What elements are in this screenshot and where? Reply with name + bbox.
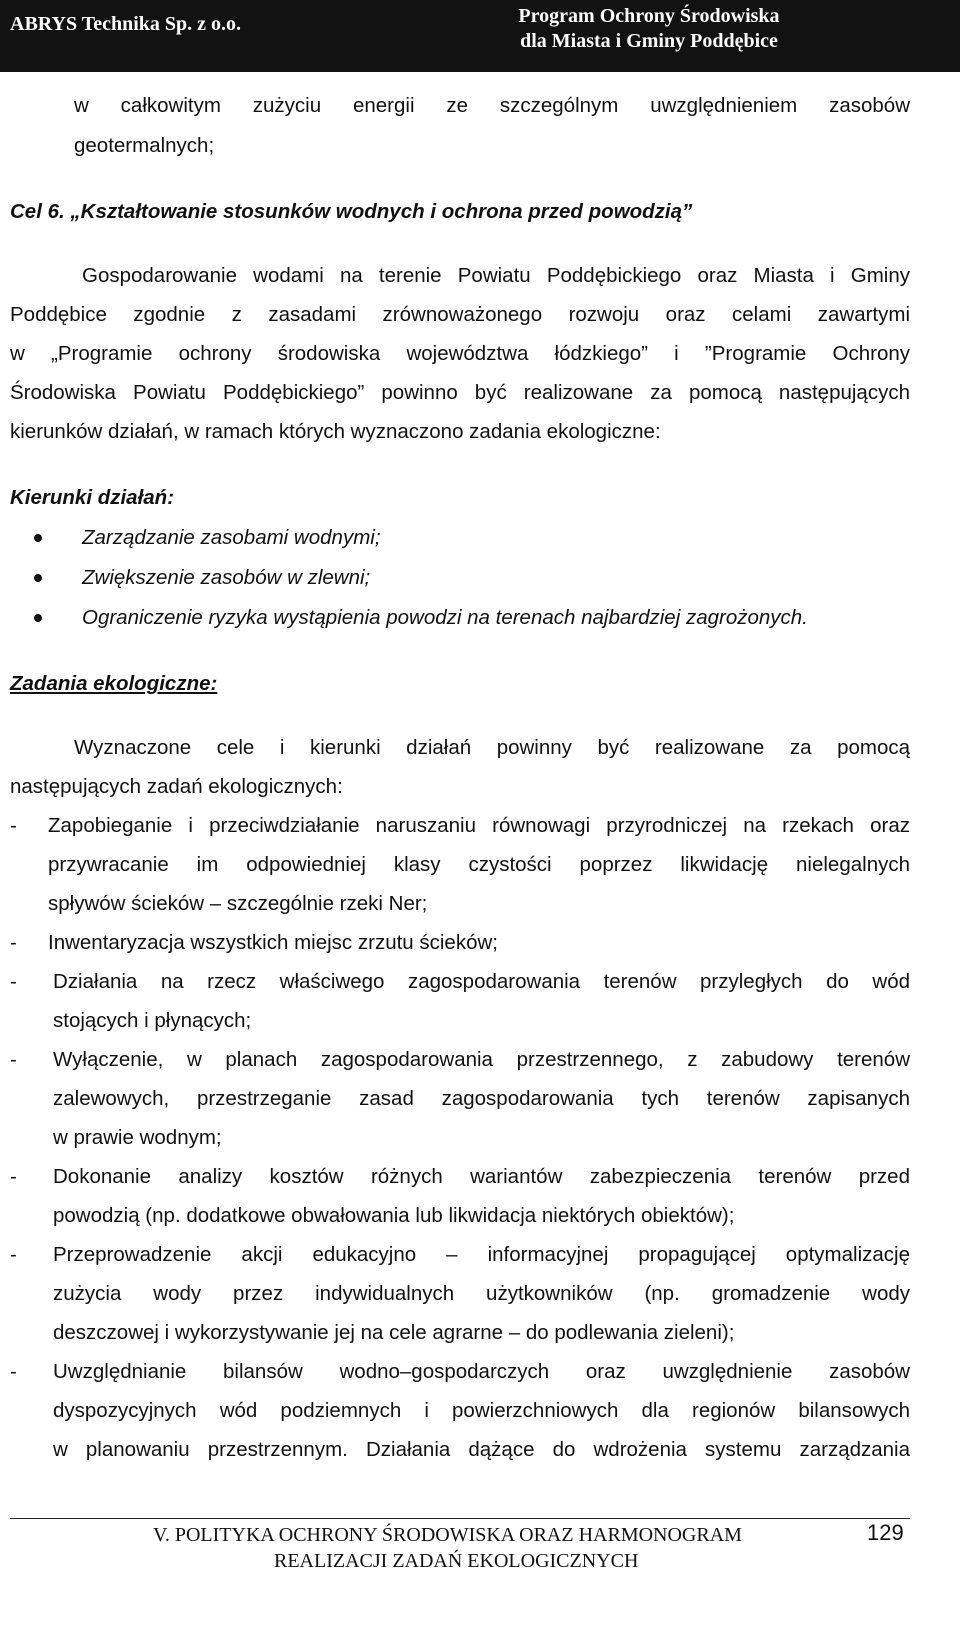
task-line: dyspozycyjnych wód podziemnych i powierzchniowych dla regionów bilansowych (53, 1399, 910, 1422)
task-line: Inwentaryzacja wszystkich miejsc zrzutu ścieków; (48, 931, 498, 954)
tasks-heading: Zadania ekologiczne: (10, 672, 218, 695)
task-line: w planowaniu przestrzennym. Działania dążące do wdrożenia systemu zarządzania (53, 1438, 910, 1461)
footer-divider (10, 1518, 910, 1519)
page-header (0, 0, 960, 72)
task-line: spływów ścieków – szczególnie rzeki Ner; (48, 892, 428, 915)
list-dash: - (10, 931, 17, 954)
task-line: Wyłączenie, w planach zagospodarowania przestrzennego, z zabudowy terenów (53, 1048, 910, 1071)
program-title-line-1: Program Ochrony Środowiska (518, 5, 780, 27)
task-line: stojących i płynących; (53, 1009, 252, 1032)
paragraph-line: Wyznaczone cele i kierunki działań powinny być realizowane za pomocą (74, 736, 910, 759)
directions-heading: Kierunki działań: (10, 486, 175, 509)
task-line: zalewowych, przestrzeganie zasad zagospodarowania tych terenów zapisanych (53, 1087, 910, 1110)
page-number: 129 (867, 1520, 904, 1545)
paragraph-line: następujących zadań ekologicznych: (10, 775, 343, 798)
list-dash: - (10, 970, 17, 993)
paragraph-line: Gospodarowanie wodami na terenie Powiatu Poddębickiego oraz Miasta i Gminy (82, 264, 910, 287)
task-line: powodzią (np. dodatkowe obwałowania lub likwidacja niektórych obiektów); (53, 1204, 735, 1227)
list-dash: - (10, 1243, 17, 1266)
paragraph-line: Poddębice zgodnie z zasadami zrównoważonego rozwoju oraz celami zawartymi (10, 303, 910, 326)
bullet-icon (34, 534, 42, 542)
task-line: Uwzględnianie bilansów wodno–gospodarczych oraz uwzględnienie zasobów (53, 1360, 910, 1383)
list-dash: - (10, 1165, 17, 1188)
intro-line: geotermalnych; (74, 134, 215, 157)
paragraph-line: Środowiska Powiatu Poddębickiego” powinno być realizowane za pomocą następujących (10, 381, 910, 404)
task-line: Zapobieganie i przeciwdziałanie naruszaniu równowagi przyrodniczej na rzekach oraz (48, 814, 910, 837)
task-line: zużycia wody przez indywidualnych użytkowników (np. gromadzenie wody (53, 1282, 910, 1305)
task-line: przywracanie im odpowiedniej klasy czystości poprzez likwidację nielegalnych (48, 853, 910, 876)
program-title-line-2: dla Miasta i Gminy Poddębice (520, 30, 778, 52)
goal-heading: Cel 6. „Kształtowanie stosunków wodnych i ochrona przed powodzią” (10, 200, 693, 223)
company-name: ABRYS Technika Sp. z o.o. (10, 13, 242, 35)
footer-title-line-2: REALIZACJI ZADAŃ EKOLOGICZNYCH (274, 1550, 639, 1572)
bullet-icon (34, 614, 42, 622)
intro-line: w całkowitym zużyciu energii ze szczególnym uwzględnieniem zasobów (74, 94, 910, 117)
list-dash: - (10, 1360, 17, 1383)
list-dash: - (10, 814, 17, 837)
task-line: Dokonanie analizy kosztów różnych wariantów zabezpieczenia terenów przed (53, 1165, 910, 1188)
direction-item: Zarządzanie zasobami wodnymi; (82, 526, 381, 549)
direction-item: Zwiększenie zasobów w zlewni; (82, 566, 371, 589)
paragraph-line: kierunków działań, w ramach których wyznaczono zadania ekologiczne: (10, 420, 661, 443)
task-line: Działania na rzecz właściwego zagospodarowania terenów przyległych do wód (53, 970, 910, 993)
list-dash: - (10, 1048, 17, 1071)
paragraph-line: w „Programie ochrony środowiska województwa łódzkiego” i ”Programie Ochrony (10, 342, 910, 365)
task-line: deszczowej i wykorzystywanie jej na cele agrarne – do podlewania zieleni); (53, 1321, 735, 1344)
direction-item: Ograniczenie ryzyka wystąpienia powodzi na terenach najbardziej zagrożonych. (82, 606, 808, 629)
task-line: Przeprowadzenie akcji edukacyjno – informacyjnej propagującej optymalizację (53, 1243, 910, 1266)
footer-title-line-1: V. POLITYKA OCHRONY ŚRODOWISKA ORAZ HARMONOGRAM (153, 1524, 742, 1546)
bullet-icon (34, 574, 42, 582)
task-line: w prawie wodnym; (53, 1126, 222, 1149)
